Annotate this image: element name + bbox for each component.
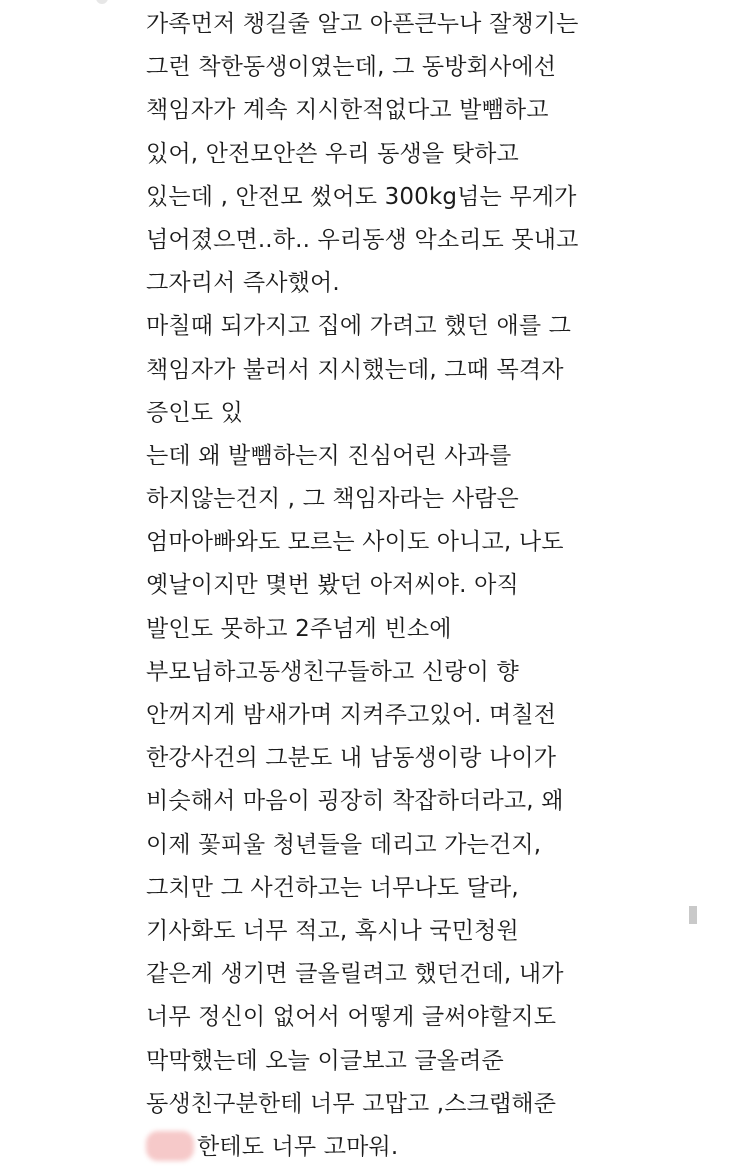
post-line: 발인도 못하고 2주넘게 빈소에 xyxy=(146,615,452,642)
post-line: 그런 착한동생이였는데, 그 동방회사에선 xyxy=(146,54,557,81)
post-line: 동생친구분한테 너무 고맙고 ,스크랩해준 xyxy=(146,1090,557,1117)
post-line: 같은게 생기면 글올릴려고 했던건데, 내가 xyxy=(146,961,564,988)
post-line: 안꺼지게 밤새가며 지켜주고있어. 며칠전 xyxy=(146,702,557,728)
post-line: 비슷해서 마음이 굉장히 착잡하더라고, 왜 xyxy=(146,788,564,815)
post-line: 있어, 안전모안쓴 우리 동생을 탓하고 xyxy=(146,140,519,167)
post-body xyxy=(146,0,736,1169)
post-line: 부모님하고동생친구들하고 신랑이 향 xyxy=(146,658,519,685)
post-line: 는데 왜 발뺌하는지 진심어린 사과를 xyxy=(146,442,512,469)
post-last-line-text: 한테도 너무 고마워. xyxy=(197,1133,399,1160)
top-avatar-edge xyxy=(96,0,108,4)
post-line: 그치만 그 사건하고는 너무나도 달라, xyxy=(146,874,519,901)
post-line: 한강사건의 그분도 내 남동생이랑 나이가 xyxy=(146,745,557,772)
post-line: 엄마아빠와도 모르는 사이도 아니고, 나도 xyxy=(146,529,564,556)
post-line: 하지않는건지 , 그 책임자라는 사람은 xyxy=(146,486,519,513)
post-line: 가족먼저 챙길줄 알고 아픈큰누나 잘챙기는 xyxy=(146,11,579,37)
scrollbar-thumb[interactable] xyxy=(689,906,697,924)
post-line: 이제 꽃피울 청년들을 데리고 가는건지, xyxy=(146,831,542,858)
post-line: 있는데 , 안전모 썼어도 300kg넘는 무게가 xyxy=(146,183,577,210)
post-line: 막막했는데 오늘 이글보고 글올려준 xyxy=(146,1047,504,1074)
post-line: 책임자가 불러서 지시했는데, 그때 목격자 xyxy=(146,356,564,383)
post-line: 기사화도 너무 적고, 혹시나 국민청원 xyxy=(146,917,519,944)
post-line: 넘어졌으면..하.. 우리동생 악소리도 못내고 xyxy=(146,226,579,253)
post-line: 마칠때 되가지고 집에 가려고 했던 애를 그 xyxy=(146,313,572,340)
post-line: 책임자가 계속 지시한적없다고 발뺌하고 xyxy=(146,97,549,124)
post-line: 너무 정신이 없어서 어떻게 글써야할지도 xyxy=(146,1004,557,1031)
post-line: 옛날이지만 몇번 봤던 아저씨야. 아직 xyxy=(146,572,519,599)
post-line: 그자리서 즉사했어. xyxy=(146,270,340,297)
redacted-name-blur xyxy=(146,1131,194,1161)
post-line-last xyxy=(146,1126,736,1169)
post-line: 증인도 있 xyxy=(146,399,243,426)
